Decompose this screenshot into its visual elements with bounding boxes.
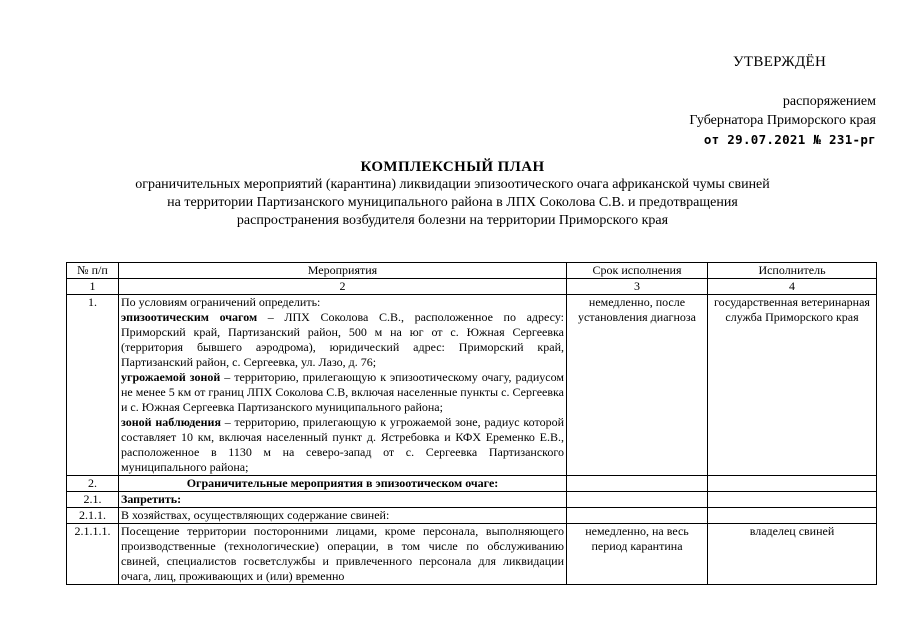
row-measures: Посещение территории посторонними лицами, кроме персонала, выполняющего производственные (технологические) операции, в том числе по обслуживанию свиней, специалистов госветслужбы и привлеченного персонала для ликвидации очага, лиц, проживающих и (или) временно xyxy=(119,524,567,585)
row-number: 1. xyxy=(67,295,119,476)
column-number-2: 2 xyxy=(119,279,567,295)
document-title-block xyxy=(0,158,905,230)
approval-order-block xyxy=(689,92,876,149)
header-deadline: Срок исполнения xyxy=(567,263,708,279)
empty-cell xyxy=(567,508,708,524)
measure-focus xyxy=(121,310,564,370)
table-row xyxy=(67,524,877,585)
empty-cell xyxy=(708,492,877,508)
section-heading: Ограничительные мероприятия в эпизоотическом очаге: xyxy=(119,476,567,492)
row-measures xyxy=(119,295,567,476)
table-header-row xyxy=(67,263,877,279)
empty-cell xyxy=(708,476,877,492)
measure-focus-text: – ЛПХ Соколова С.В., расположенное по адресу: Приморский край, Партизанский район, 500 м на юг от с. Южная Сергеевка (территория бывшего аэродрома), юридический адрес: Приморский край, Партизанский район, с. Сергеевка, ул. Лазо, д. 76; xyxy=(121,310,564,369)
table-row xyxy=(67,476,877,492)
row-number: 2.1.1.1. xyxy=(67,524,119,585)
column-numbers-row xyxy=(67,279,877,295)
row-number: 2. xyxy=(67,476,119,492)
measure-threat-label: угрожаемой зоной xyxy=(121,370,221,384)
measure-watch-label: зоной наблюдения xyxy=(121,415,221,429)
approval-line-governor: Губернатора Приморского края xyxy=(689,113,876,128)
row-measures: В хозяйствах, осуществляющих содержание свиней: xyxy=(119,508,567,524)
document-subtitle-line-1: ограничительных мероприятий (карантина) ликвидации эпизоотического очага африканской чумы свиней xyxy=(135,177,770,192)
table-row xyxy=(67,508,877,524)
row-number: 2.1.1. xyxy=(67,508,119,524)
measure-focus-label: эпизоотическим очагом xyxy=(121,310,258,324)
measure-threat-text: – территорию, прилегающую к эпизоотическому очагу, радиусом не менее 5 км от границ ЛПХ Соколова С.В, включая населенные пункты с. Сергеевка и с. Южная Сергеевка Партизанского муниципального района; xyxy=(121,370,564,414)
header-number: № п/п xyxy=(67,263,119,279)
row-deadline: немедленно, на весь период карантина xyxy=(567,524,708,585)
subsection-heading: Запретить: xyxy=(119,492,567,508)
measure-watch-zone xyxy=(121,415,564,475)
approved-label: УТВЕРЖДЁН xyxy=(733,54,827,70)
empty-cell xyxy=(708,508,877,524)
approval-order-number: от 29.07.2021 № 231-рг xyxy=(703,132,876,147)
document-subtitle-line-2: на территории Партизанского муниципального района в ЛПХ Соколова С.В. и предотвращения xyxy=(167,195,738,210)
empty-cell xyxy=(567,476,708,492)
column-number-1: 1 xyxy=(67,279,119,295)
row-number: 2.1. xyxy=(67,492,119,508)
document-title: КОМПЛЕКСНЫЙ ПЛАН xyxy=(360,159,545,175)
measure-watch-text: – территорию, прилегающую к угрожаемой зоне, радиус которой составляет 10 км, включая населенный пункт д. Ястребовка и КФХ Еременко Е.В., расположенное в 1130 м на северо-запад от с. Сергеевка Партизанского муниципального района; xyxy=(121,415,564,474)
column-number-4: 4 xyxy=(708,279,877,295)
table-row xyxy=(67,492,877,508)
row-executor: государственная ветеринарная служба Приморского края xyxy=(708,295,877,476)
approval-line-order: распоряжением xyxy=(782,94,876,109)
header-executor: Исполнитель xyxy=(708,263,877,279)
plan-table xyxy=(66,262,877,585)
empty-cell xyxy=(567,492,708,508)
column-number-3: 3 xyxy=(567,279,708,295)
measure-threat-zone xyxy=(121,370,564,415)
row-executor: владелец свиней xyxy=(708,524,877,585)
header-measures: Мероприятия xyxy=(119,263,567,279)
table-row xyxy=(67,295,877,476)
measure-intro: По условиям ограничений определить: xyxy=(121,295,321,309)
document-subtitle-line-3: распространения возбудителя болезни на территории Приморского края xyxy=(236,213,669,228)
row-deadline: немедленно, после установления диагноза xyxy=(567,295,708,476)
